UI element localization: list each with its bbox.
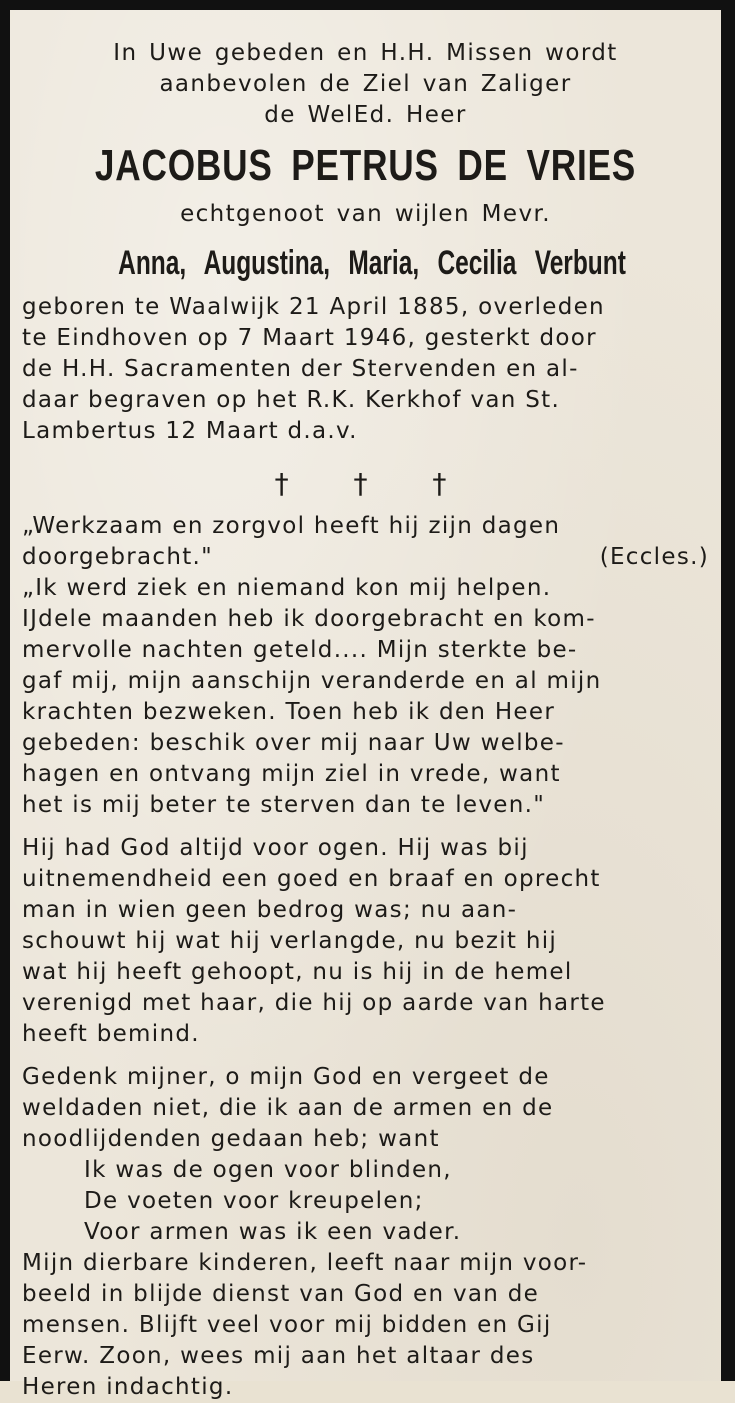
deceased-name: JACOBUS PETRUS DE VRIES — [94, 141, 637, 190]
header-line-2: aanbevolen de Ziel van Zaliger — [159, 71, 572, 97]
prayer-paragraph — [22, 1062, 709, 1248]
quote-line: gebeden: beschik over mij naar Uw welbe- — [22, 730, 565, 756]
bio-line: te Eindhoven op 7 Maart 1946, gesterkt door — [22, 325, 597, 351]
quote-line: krachten bezweken. Toen heb ik den Heer — [22, 699, 556, 725]
quote-line: doorgebracht." — [22, 544, 214, 570]
quote-line: het is mij beter te sterven dan te leven." — [22, 792, 546, 818]
verse-line: De voeten voor kreupelen; — [84, 1188, 424, 1214]
quote-line: hagen en ontvang mijn ziel in vrede, want — [22, 761, 561, 787]
closing-line: mensen. Blijft veel voor mij bidden en Gij — [22, 1312, 552, 1338]
quote-job — [22, 573, 709, 821]
card-paper — [10, 10, 721, 1400]
closing-line: beeld in blijde dienst van God en van de — [22, 1281, 540, 1307]
quote-line: gaf mij, mijn aanschijn veranderde en al mijn — [22, 668, 602, 694]
tribute-paragraph — [22, 833, 709, 1050]
tribute-line: verenigd met haar, die hij op aarde van harte — [22, 990, 606, 1016]
verse-line: Ik was de ogen voor blinden, — [84, 1157, 452, 1183]
header-line-3: de WelEd. Heer — [264, 102, 467, 128]
prayer-line: Gedenk mijner, o mijn God en vergeet de — [22, 1064, 550, 1090]
crosses-ornament: † † † — [274, 467, 475, 500]
closing-line: Mijn dierbare kinderen, leeft naar mijn voor- — [22, 1250, 588, 1276]
spouse-intro: echtgenoot van wijlen Mevr. — [180, 201, 551, 227]
tribute-line: uitnemendheid een goed en braaf en oprecht — [22, 866, 601, 892]
quote-ecclesiastes — [22, 511, 709, 573]
closing-line: Eerw. Zoon, wees mij aan het altaar des — [22, 1343, 535, 1369]
prayer-line: weldaden niet, die ik aan de armen en de — [22, 1095, 554, 1121]
quote-line: mervolle nachten geteld.... Mijn sterkte be- — [22, 637, 578, 663]
quote-reference: (Eccles.) — [599, 544, 709, 570]
tribute-line: Hij had God altijd voor ogen. Hij was bij — [22, 835, 529, 861]
tribute-line: wat hij heeft gehoopt, nu is hij in de hemel — [22, 959, 573, 985]
bio-line: geboren te Waalwijk 21 April 1885, overleden — [22, 294, 605, 320]
quote-line: „Ik werd ziek en niemand kon mij helpen. — [22, 575, 552, 601]
tribute-line: man in wien geen bedrog was; nu aan- — [22, 897, 518, 923]
quote-line: IJdele maanden heb ik doorgebracht en kom- — [22, 606, 596, 632]
closing-paragraph — [22, 1248, 709, 1403]
bio-line: de H.H. Sacramenten der Stervenden en al- — [22, 356, 579, 382]
prayer-line: noodlijdenden gedaan heb; want — [22, 1126, 440, 1152]
quote-line: „Werkzaam en zorgvol heeft hij zijn dagen — [22, 513, 561, 539]
header-line-1: In Uwe gebeden en H.H. Missen wordt — [113, 40, 618, 66]
bio-line: Lambertus 12 Maart d.a.v. — [22, 418, 358, 444]
card-content — [22, 38, 709, 1403]
closing-line: Heren indachtig. — [22, 1374, 234, 1400]
biography — [22, 292, 709, 447]
tribute-line: heeft bemind. — [22, 1021, 200, 1047]
spouse-name: Anna, Augustina, Maria, Cecilia Verbunt — [118, 244, 626, 282]
tribute-line: schouwt hij wat hij verlangde, nu bezit hij — [22, 928, 558, 954]
bio-line: daar begraven op het R.K. Kerkhof van St. — [22, 387, 561, 413]
verse-line: Voor armen was ik een vader. — [84, 1219, 462, 1245]
